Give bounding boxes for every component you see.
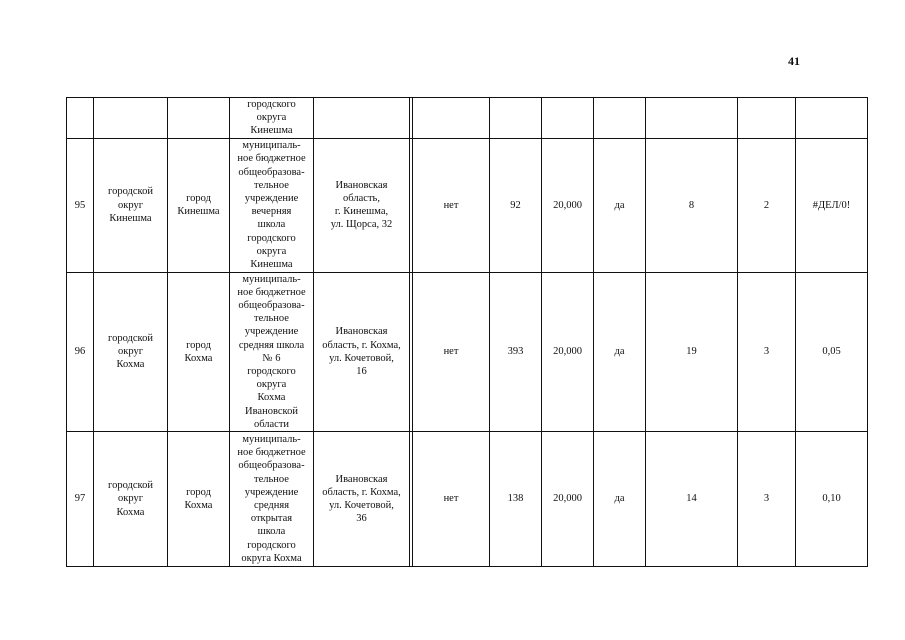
- cell-col8: [542, 98, 594, 139]
- cell-settlement: город Кинешма: [168, 138, 230, 272]
- cell-col9: [594, 98, 646, 139]
- cell-col11: 3: [738, 272, 796, 431]
- cell-col9: да: [594, 432, 646, 567]
- cell-col11: 3: [738, 432, 796, 567]
- cell-col12: 0,05: [796, 272, 868, 431]
- cell-no: 95: [67, 138, 94, 272]
- cell-col9: да: [594, 272, 646, 431]
- cell-name: муниципаль- ное бюджетное общеобразова- тельное учреждение средняя открытая школа городского округа Кохма: [230, 432, 314, 567]
- cell-col6: нет: [413, 272, 490, 431]
- table-row: [67, 138, 868, 272]
- cell-col10: 19: [646, 272, 738, 431]
- cell-settlement: город Кохма: [168, 432, 230, 567]
- cell-col11: 2: [738, 138, 796, 272]
- cell-col9: да: [594, 138, 646, 272]
- cell-district: городской округ Кохма: [94, 432, 168, 567]
- cell-settlement: город Кохма: [168, 272, 230, 431]
- cell-settlement: [168, 98, 230, 139]
- table-row: [67, 272, 868, 431]
- cell-district: городской округ Кохма: [94, 272, 168, 431]
- cell-no: 97: [67, 432, 94, 567]
- cell-col7: 92: [490, 138, 542, 272]
- cell-col6: нет: [413, 432, 490, 567]
- cell-address: Ивановская область, г. Кохма, ул. Кочетовой, 36: [314, 432, 410, 567]
- cell-col7: 393: [490, 272, 542, 431]
- cell-col8: 20,000: [542, 272, 594, 431]
- cell-col12: [796, 98, 868, 139]
- cell-name: городского округа Кинешма: [230, 98, 314, 139]
- cell-col12: #ДЕЛ/0!: [796, 138, 868, 272]
- cell-col10: 8: [646, 138, 738, 272]
- cell-col12: 0,10: [796, 432, 868, 567]
- cell-col11: [738, 98, 796, 139]
- cell-no: 96: [67, 272, 94, 431]
- page-number: 41: [788, 54, 800, 68]
- cell-district: [94, 98, 168, 139]
- cell-name: муниципаль- ное бюджетное общеобразова- тельное учреждение вечерняя школа городского округа Кинешма: [230, 138, 314, 272]
- cell-col7: 138: [490, 432, 542, 567]
- cell-address: Ивановская область, г. Кохма, ул. Кочетовой, 16: [314, 272, 410, 431]
- cell-col6: [413, 98, 490, 139]
- cell-col10: [646, 98, 738, 139]
- cell-col8: 20,000: [542, 138, 594, 272]
- cell-col7: [490, 98, 542, 139]
- cell-district: городской округ Кинешма: [94, 138, 168, 272]
- school-register-table: [66, 97, 868, 567]
- cell-address: [314, 98, 410, 139]
- cell-col8: 20,000: [542, 432, 594, 567]
- table-row-continuation: [67, 98, 868, 139]
- table-row: [67, 432, 868, 567]
- cell-address: Ивановская область, г. Кинешма, ул. Щорса, 32: [314, 138, 410, 272]
- cell-col6: нет: [413, 138, 490, 272]
- cell-no: [67, 98, 94, 139]
- cell-col10: 14: [646, 432, 738, 567]
- cell-name: муниципаль- ное бюджетное общеобразова- тельное учреждение средняя школа № 6 городского округа Кохма Ивановской области: [230, 272, 314, 431]
